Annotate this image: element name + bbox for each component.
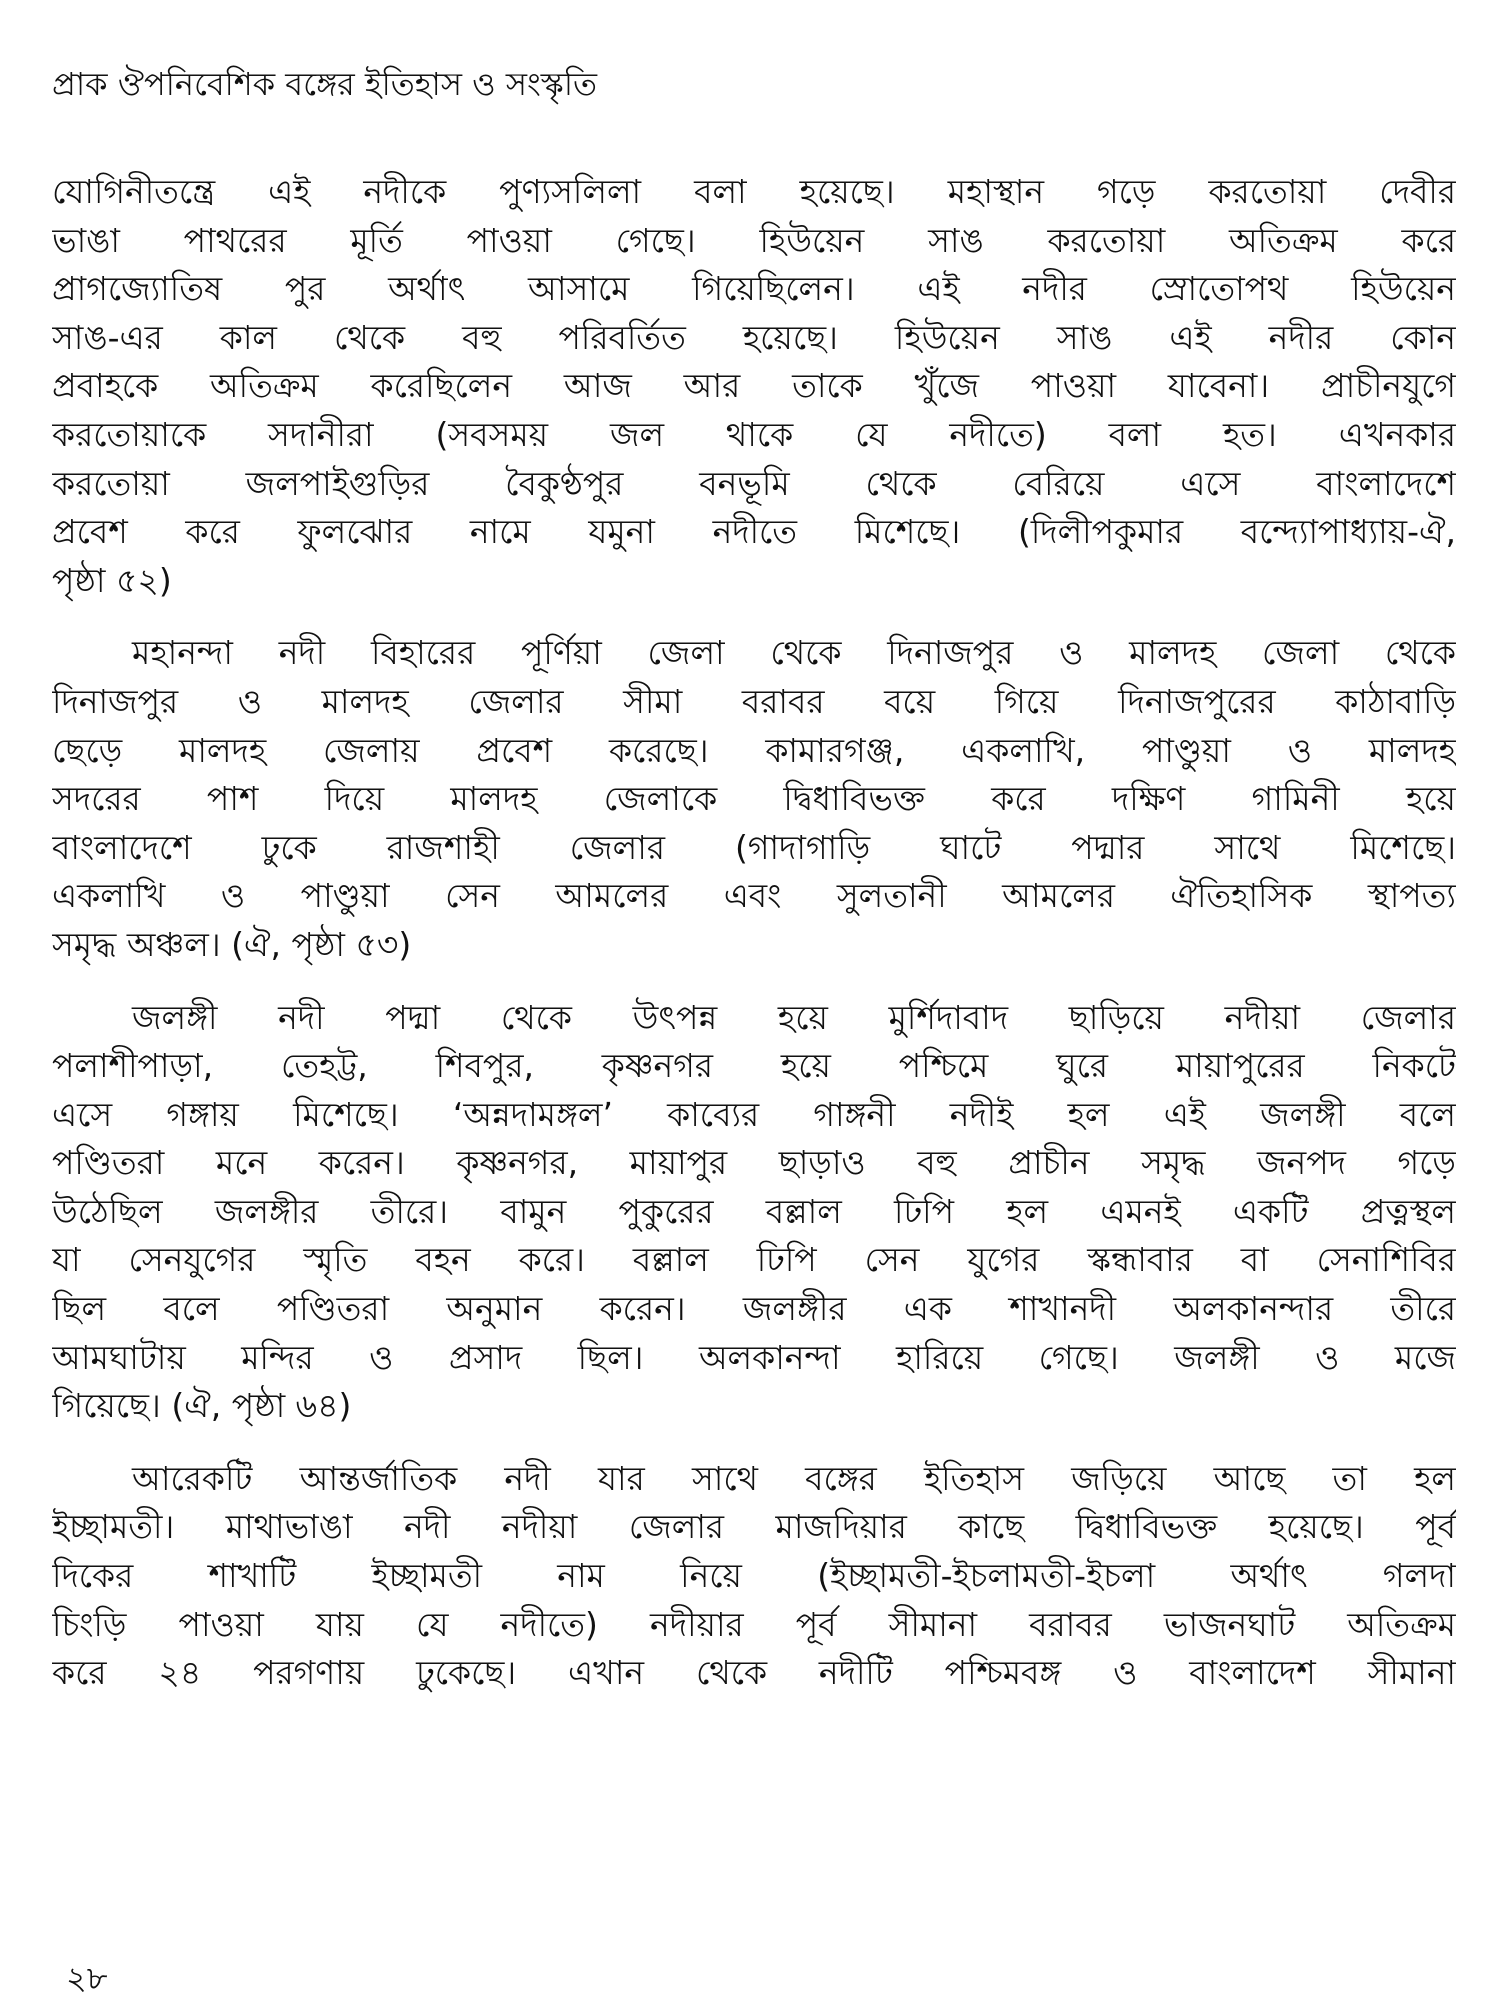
text-line: মহানন্দা নদী বিহারের পূর্ণিয়া জেলা থেকে দিনাজপুর ও মালদহ জেলা থেকে: [132, 633, 1456, 673]
text-line: জলঙ্গী নদী পদ্মা থেকে উৎপন্ন হয়ে মুর্শিদাবাদ ছাড়িয়ে নদীয়া জেলার: [132, 997, 1456, 1037]
text-line: দিকের শাখাটি ইচ্ছামতী নাম নিয়ে (ইচ্ছামতী-ইচলামতী-ইচলা অর্থাৎ গলদা: [52, 1556, 1456, 1596]
body-text: [52, 168, 1456, 1722]
text-line: ছিল বলে পণ্ডিতরা অনুমান করেন। জলঙ্গীর এক শাখানদী অলকানন্দার তীরে: [52, 1289, 1456, 1329]
text-line: করতোয়াকে সদানীরা (সবসময় জল থাকে যে নদীতে) বলা হত। এখনকার: [52, 414, 1456, 454]
text-line: প্রবাহকে অতিক্রম করেছিলেন আজ আর তাকে খুঁজে পাওয়া যাবেনা। প্রাচীনযুগে: [52, 366, 1456, 406]
paragraph-karatoya: [52, 168, 1456, 605]
page-number: ২৮: [66, 1959, 108, 1997]
text-line: সমৃদ্ধ অঞ্চল। (ঐ, পৃষ্ঠা ৫৩): [52, 924, 412, 964]
text-line: এসে গঙ্গায় মিশেছে। ‘অন্নদামঙ্গল’ কাব্যের গাঙ্গনী নদীই হল এই জলঙ্গী বলে: [52, 1094, 1456, 1134]
text-line: পণ্ডিতরা মনে করেন। কৃষ্ণনগর, মায়াপুর ছাড়াও বহু প্রাচীন সমৃদ্ধ জনপদ গড়ে: [52, 1143, 1456, 1183]
text-line: ভাঙা পাথরের মূর্তি পাওয়া গেছে। হিউয়েন সাঙ করতোয়া অতিক্রম করে: [52, 220, 1456, 260]
text-line: করে ২৪ পরগণায় ঢুকেছে। এখান থেকে নদীটি পশ্চিমবঙ্গ ও বাংলাদেশ সীমানা: [52, 1653, 1456, 1693]
text-line: উঠেছিল জলঙ্গীর তীরে। বামুন পুকুরের বল্লাল ঢিপি হল এমনই একটি প্রত্নস্থল: [52, 1191, 1456, 1231]
text-line: বাংলাদেশে ঢুকে রাজশাহী জেলার (গাদাগাড়ি ঘাটে পদ্মার সাথে মিশেছে।: [52, 827, 1456, 867]
text-line: ছেড়ে মালদহ জেলায় প্রবেশ করেছে। কামারগঞ্জ, একলাখি, পাণ্ডুয়া ও মালদহ: [52, 730, 1456, 770]
text-line: চিংড়ি পাওয়া যায় যে নদীতে) নদীয়ার পূর্ব সীমানা বরাবর ভাজনঘাট অতিক্রম: [52, 1604, 1456, 1644]
text-line: যা সেনযুগের স্মৃতি বহন করে। বল্লাল ঢিপি সেন যুগের স্কন্ধাবার বা সেনাশিবির: [52, 1240, 1456, 1280]
text-line: করতোয়া জলপাইগুড়ির বৈকুণ্ঠপুর বনভূমি থেকে বেরিয়ে এসে বাংলাদেশে: [52, 463, 1456, 503]
text-line: ইচ্ছামতী। মাথাভাঙা নদী নদীয়া জেলার মাজদিয়ার কাছে দ্বিধাবিভক্ত হয়েছে। পূর্ব: [52, 1507, 1456, 1547]
paragraph-jalangi: [52, 994, 1456, 1431]
text-line: সাঙ-এর কাল থেকে বহু পরিবর্তিত হয়েছে। হিউয়েন সাঙ এই নদীর কোন: [52, 317, 1456, 357]
text-line: দিনাজপুর ও মালদহ জেলার সীমা বরাবর বয়ে গিয়ে দিনাজপুরের কাঠাবাড়ি: [52, 681, 1456, 721]
paragraph-mahananda: [52, 629, 1456, 969]
text-line: পৃষ্ঠা ৫২): [52, 560, 172, 600]
text-line: প্রবেশ করে ফুলঝোর নামে যমুনা নদীতে মিশেছে। (দিলীপকুমার বন্দ্যোপাধ্যায়-ঐ,: [52, 512, 1456, 552]
text-line: আমঘাটায় মন্দির ও প্রসাদ ছিল। অলকানন্দা হারিয়ে গেছে। জলঙ্গী ও মজে: [52, 1337, 1456, 1377]
text-line: গিয়েছে। (ঐ, পৃষ্ঠা ৬৪): [52, 1386, 352, 1426]
running-header: প্রাক ঔপনিবেশিক বঙ্গের ইতিহাস ও সংস্কৃতি: [52, 65, 598, 103]
text-line: আরেকটি আন্তর্জাতিক নদী যার সাথে বঙ্গের ইতিহাস জড়িয়ে আছে তা হল: [132, 1458, 1456, 1498]
text-line: যোগিনীতন্ত্রে এই নদীকে পুণ্যসলিলা বলা হয়েছে। মহাস্থান গড়ে করতোয়া দেবীর: [52, 172, 1456, 211]
text-line: সদরের পাশ দিয়ে মালদহ জেলাকে দ্বিধাবিভক্ত করে দক্ষিণ গামিনী হয়ে: [52, 779, 1456, 819]
paragraph-ichamati: [52, 1455, 1456, 1698]
text-line: পলাশীপাড়া, তেহট্ট, শিবপুর, কৃষ্ণনগর হয়ে পশ্চিমে ঘুরে মায়াপুরের নিকটে: [52, 1046, 1456, 1086]
text-line: প্রাগজ্যোতিষ পুর অর্থাৎ আসামে গিয়েছিলেন। এই নদীর স্রোতোপথ হিউয়েন: [52, 269, 1456, 309]
text-line: একলাখি ও পাণ্ডুয়া সেন আমলের এবং সুলতানী আমলের ঐতিহাসিক স্থাপত্য: [52, 876, 1456, 916]
